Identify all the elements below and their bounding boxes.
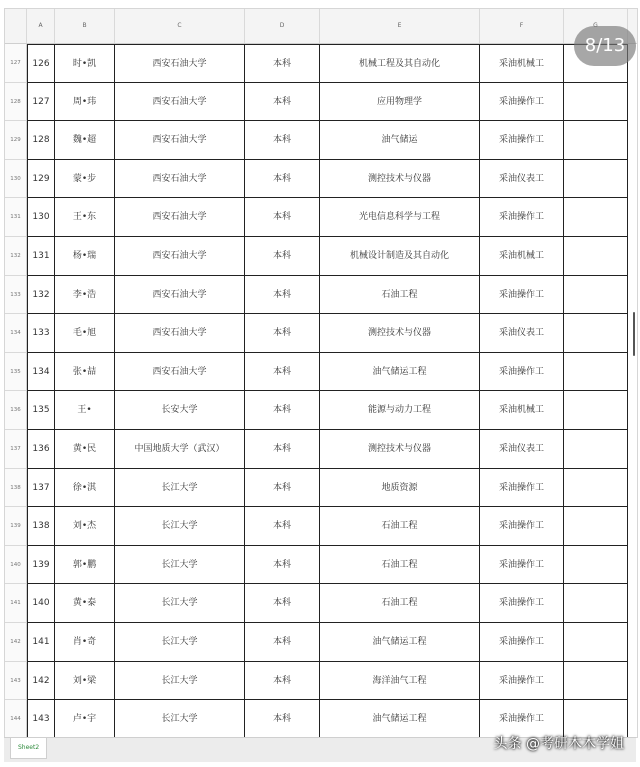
- row-number[interactable]: 134: [5, 314, 27, 353]
- number-cell[interactable]: 135: [27, 391, 55, 430]
- table-row: [5, 160, 637, 199]
- name-cell[interactable]: 黄•民: [55, 430, 115, 469]
- degree-cell[interactable]: 本科: [245, 353, 320, 392]
- school-cell[interactable]: 长江大学: [115, 584, 245, 623]
- degree-cell[interactable]: 本科: [245, 237, 320, 276]
- job-cell[interactable]: 采油操作工: [480, 469, 564, 508]
- empty-cell[interactable]: [564, 237, 628, 276]
- table-row: [5, 121, 637, 160]
- school-cell[interactable]: 西安石油大学: [115, 121, 245, 160]
- degree-cell[interactable]: 本科: [245, 44, 320, 83]
- row-number[interactable]: 139: [5, 507, 27, 546]
- job-cell[interactable]: 采油操作工: [480, 700, 564, 739]
- major-cell[interactable]: 测控技术与仪器: [320, 314, 480, 353]
- degree-cell[interactable]: 本科: [245, 430, 320, 469]
- empty-cell[interactable]: [564, 160, 628, 199]
- major-cell[interactable]: 能源与动力工程: [320, 391, 480, 430]
- row-number[interactable]: 142: [5, 623, 27, 662]
- name-cell[interactable]: 徐•淇: [55, 469, 115, 508]
- row-number[interactable]: 130: [5, 160, 27, 199]
- school-cell[interactable]: 长江大学: [115, 469, 245, 508]
- table-row: [5, 546, 637, 585]
- major-cell[interactable]: 石油工程: [320, 546, 480, 585]
- empty-cell[interactable]: [564, 507, 628, 546]
- row-number[interactable]: 141: [5, 584, 27, 623]
- select-all-corner[interactable]: [5, 9, 27, 43]
- number-cell[interactable]: 137: [27, 469, 55, 508]
- number-cell[interactable]: 129: [27, 160, 55, 199]
- degree-cell[interactable]: 本科: [245, 507, 320, 546]
- number-cell[interactable]: 126: [27, 44, 55, 83]
- school-cell[interactable]: 长江大学: [115, 662, 245, 701]
- column-header-c[interactable]: C: [115, 9, 245, 43]
- table-row: [5, 314, 637, 353]
- major-cell[interactable]: 油气储运: [320, 121, 480, 160]
- job-cell[interactable]: 采油操作工: [480, 584, 564, 623]
- school-cell[interactable]: 长江大学: [115, 700, 245, 739]
- job-cell[interactable]: 采油操作工: [480, 546, 564, 585]
- name-cell[interactable]: 王•: [55, 391, 115, 430]
- school-cell[interactable]: 西安石油大学: [115, 44, 245, 83]
- job-cell[interactable]: 采油机械工: [480, 391, 564, 430]
- column-header-d[interactable]: D: [245, 9, 320, 43]
- number-cell[interactable]: 132: [27, 276, 55, 315]
- row-number[interactable]: 135: [5, 353, 27, 392]
- empty-cell[interactable]: [564, 469, 628, 508]
- number-cell[interactable]: 136: [27, 430, 55, 469]
- degree-cell[interactable]: 本科: [245, 121, 320, 160]
- number-cell[interactable]: 134: [27, 353, 55, 392]
- watermark: 头条 @考研木木学姐: [493, 736, 624, 752]
- major-cell[interactable]: 石油工程: [320, 584, 480, 623]
- degree-cell[interactable]: 本科: [245, 160, 320, 199]
- major-cell[interactable]: 地质资源: [320, 469, 480, 508]
- column-header-a[interactable]: A: [27, 9, 55, 43]
- degree-cell[interactable]: 本科: [245, 584, 320, 623]
- name-cell[interactable]: 黄•泰: [55, 584, 115, 623]
- major-cell[interactable]: 机械设计制造及其自动化: [320, 237, 480, 276]
- degree-cell[interactable]: 本科: [245, 623, 320, 662]
- major-cell[interactable]: 光电信息科学与工程: [320, 198, 480, 237]
- major-cell[interactable]: 油气储运工程: [320, 700, 480, 739]
- table-row: [5, 507, 637, 546]
- school-cell[interactable]: 长江大学: [115, 507, 245, 546]
- empty-cell[interactable]: [564, 121, 628, 160]
- table-row: [5, 237, 637, 276]
- row-number[interactable]: 138: [5, 469, 27, 508]
- job-cell[interactable]: 采油操作工: [480, 83, 564, 122]
- job-cell[interactable]: 采油机械工: [480, 237, 564, 276]
- degree-cell[interactable]: 本科: [245, 83, 320, 122]
- school-cell[interactable]: 长江大学: [115, 546, 245, 585]
- row-number[interactable]: 143: [5, 662, 27, 701]
- page-counter-badge: 8/13: [574, 26, 636, 66]
- major-cell[interactable]: 测控技术与仪器: [320, 160, 480, 199]
- empty-cell[interactable]: [564, 198, 628, 237]
- degree-cell[interactable]: 本科: [245, 700, 320, 739]
- degree-cell[interactable]: 本科: [245, 469, 320, 508]
- table-row: [5, 584, 637, 623]
- job-cell[interactable]: 采油操作工: [480, 121, 564, 160]
- empty-cell[interactable]: [564, 353, 628, 392]
- school-cell[interactable]: 西安石油大学: [115, 237, 245, 276]
- spreadsheet-grid: [4, 8, 638, 738]
- job-cell[interactable]: 采油仪表工: [480, 314, 564, 353]
- table-row: [5, 430, 637, 469]
- name-cell[interactable]: 周•玮: [55, 83, 115, 122]
- job-cell[interactable]: 采油操作工: [480, 198, 564, 237]
- name-cell[interactable]: 肖•奇: [55, 623, 115, 662]
- school-cell[interactable]: 中国地质大学（武汉）: [115, 430, 245, 469]
- number-cell[interactable]: 130: [27, 198, 55, 237]
- table-row: [5, 469, 637, 508]
- major-cell[interactable]: 油气储运工程: [320, 623, 480, 662]
- row-number[interactable]: 140: [5, 546, 27, 585]
- name-cell[interactable]: 刘•杰: [55, 507, 115, 546]
- row-number[interactable]: 136: [5, 391, 27, 430]
- table-row: [5, 623, 637, 662]
- column-header-row: [5, 9, 637, 44]
- sheet-tab-sheet2[interactable]: Sheet2: [10, 738, 47, 759]
- name-cell[interactable]: 王•东: [55, 198, 115, 237]
- major-cell[interactable]: 机械工程及其自动化: [320, 44, 480, 83]
- vertical-scrollbar[interactable]: [633, 312, 635, 356]
- school-cell[interactable]: 长江大学: [115, 623, 245, 662]
- job-cell[interactable]: 采油操作工: [480, 276, 564, 315]
- major-cell[interactable]: 石油工程: [320, 276, 480, 315]
- column-header-b[interactable]: B: [55, 9, 115, 43]
- name-cell[interactable]: 李•浩: [55, 276, 115, 315]
- school-cell[interactable]: 西安石油大学: [115, 353, 245, 392]
- job-cell[interactable]: 采油操作工: [480, 623, 564, 662]
- degree-cell[interactable]: 本科: [245, 391, 320, 430]
- empty-cell[interactable]: [564, 623, 628, 662]
- job-cell[interactable]: 采油仪表工: [480, 160, 564, 199]
- major-cell[interactable]: 油气储运工程: [320, 353, 480, 392]
- row-number[interactable]: 131: [5, 198, 27, 237]
- job-cell[interactable]: 采油操作工: [480, 507, 564, 546]
- school-cell[interactable]: 长安大学: [115, 391, 245, 430]
- row-number[interactable]: 144: [5, 700, 27, 739]
- degree-cell[interactable]: 本科: [245, 198, 320, 237]
- row-number[interactable]: 132: [5, 237, 27, 276]
- school-cell[interactable]: 西安石油大学: [115, 83, 245, 122]
- name-cell[interactable]: 卢•宇: [55, 700, 115, 739]
- column-header-e[interactable]: E: [320, 9, 480, 43]
- job-cell[interactable]: 采油机械工: [480, 44, 564, 83]
- number-cell[interactable]: 128: [27, 121, 55, 160]
- empty-cell[interactable]: [564, 662, 628, 701]
- degree-cell[interactable]: 本科: [245, 276, 320, 315]
- name-cell[interactable]: 魏•超: [55, 121, 115, 160]
- school-cell[interactable]: 西安石油大学: [115, 314, 245, 353]
- empty-cell[interactable]: [564, 391, 628, 430]
- degree-cell[interactable]: 本科: [245, 662, 320, 701]
- empty-cell[interactable]: [564, 276, 628, 315]
- job-cell[interactable]: 采油操作工: [480, 662, 564, 701]
- table-row: [5, 44, 637, 83]
- school-cell[interactable]: 西安石油大学: [115, 276, 245, 315]
- number-cell[interactable]: 131: [27, 237, 55, 276]
- school-cell[interactable]: 西安石油大学: [115, 198, 245, 237]
- number-cell[interactable]: 133: [27, 314, 55, 353]
- row-number[interactable]: 128: [5, 83, 27, 122]
- job-cell[interactable]: 采油操作工: [480, 353, 564, 392]
- number-cell[interactable]: 138: [27, 507, 55, 546]
- row-number[interactable]: 127: [5, 44, 27, 83]
- major-cell[interactable]: 应用物理学: [320, 83, 480, 122]
- row-number[interactable]: 133: [5, 276, 27, 315]
- school-cell[interactable]: 西安石油大学: [115, 160, 245, 199]
- name-cell[interactable]: 毛•旭: [55, 314, 115, 353]
- degree-cell[interactable]: 本科: [245, 314, 320, 353]
- table-row: [5, 198, 637, 237]
- number-cell[interactable]: 142: [27, 662, 55, 701]
- table-row: [5, 276, 637, 315]
- name-cell[interactable]: 刘•梁: [55, 662, 115, 701]
- table-row: [5, 353, 637, 392]
- column-header-f[interactable]: F: [480, 9, 564, 43]
- major-cell[interactable]: 石油工程: [320, 507, 480, 546]
- number-cell[interactable]: 127: [27, 83, 55, 122]
- empty-cell[interactable]: [564, 83, 628, 122]
- name-cell[interactable]: 蒙•步: [55, 160, 115, 199]
- table-row: [5, 83, 637, 122]
- degree-cell[interactable]: 本科: [245, 546, 320, 585]
- empty-cell[interactable]: [564, 430, 628, 469]
- empty-cell[interactable]: [564, 546, 628, 585]
- table-row: [5, 662, 637, 701]
- name-cell[interactable]: 郭•鹏: [55, 546, 115, 585]
- major-cell[interactable]: 海洋油气工程: [320, 662, 480, 701]
- number-cell[interactable]: 143: [27, 700, 55, 739]
- number-cell[interactable]: 141: [27, 623, 55, 662]
- number-cell[interactable]: 139: [27, 546, 55, 585]
- table-row: [5, 391, 637, 430]
- name-cell[interactable]: 张•喆: [55, 353, 115, 392]
- job-cell[interactable]: 采油仪表工: [480, 430, 564, 469]
- empty-cell[interactable]: [564, 584, 628, 623]
- number-cell[interactable]: 140: [27, 584, 55, 623]
- name-cell[interactable]: 时•凯: [55, 44, 115, 83]
- row-number[interactable]: 137: [5, 430, 27, 469]
- name-cell[interactable]: 杨•瑞: [55, 237, 115, 276]
- empty-cell[interactable]: [564, 314, 628, 353]
- major-cell[interactable]: 测控技术与仪器: [320, 430, 480, 469]
- row-number[interactable]: 129: [5, 121, 27, 160]
